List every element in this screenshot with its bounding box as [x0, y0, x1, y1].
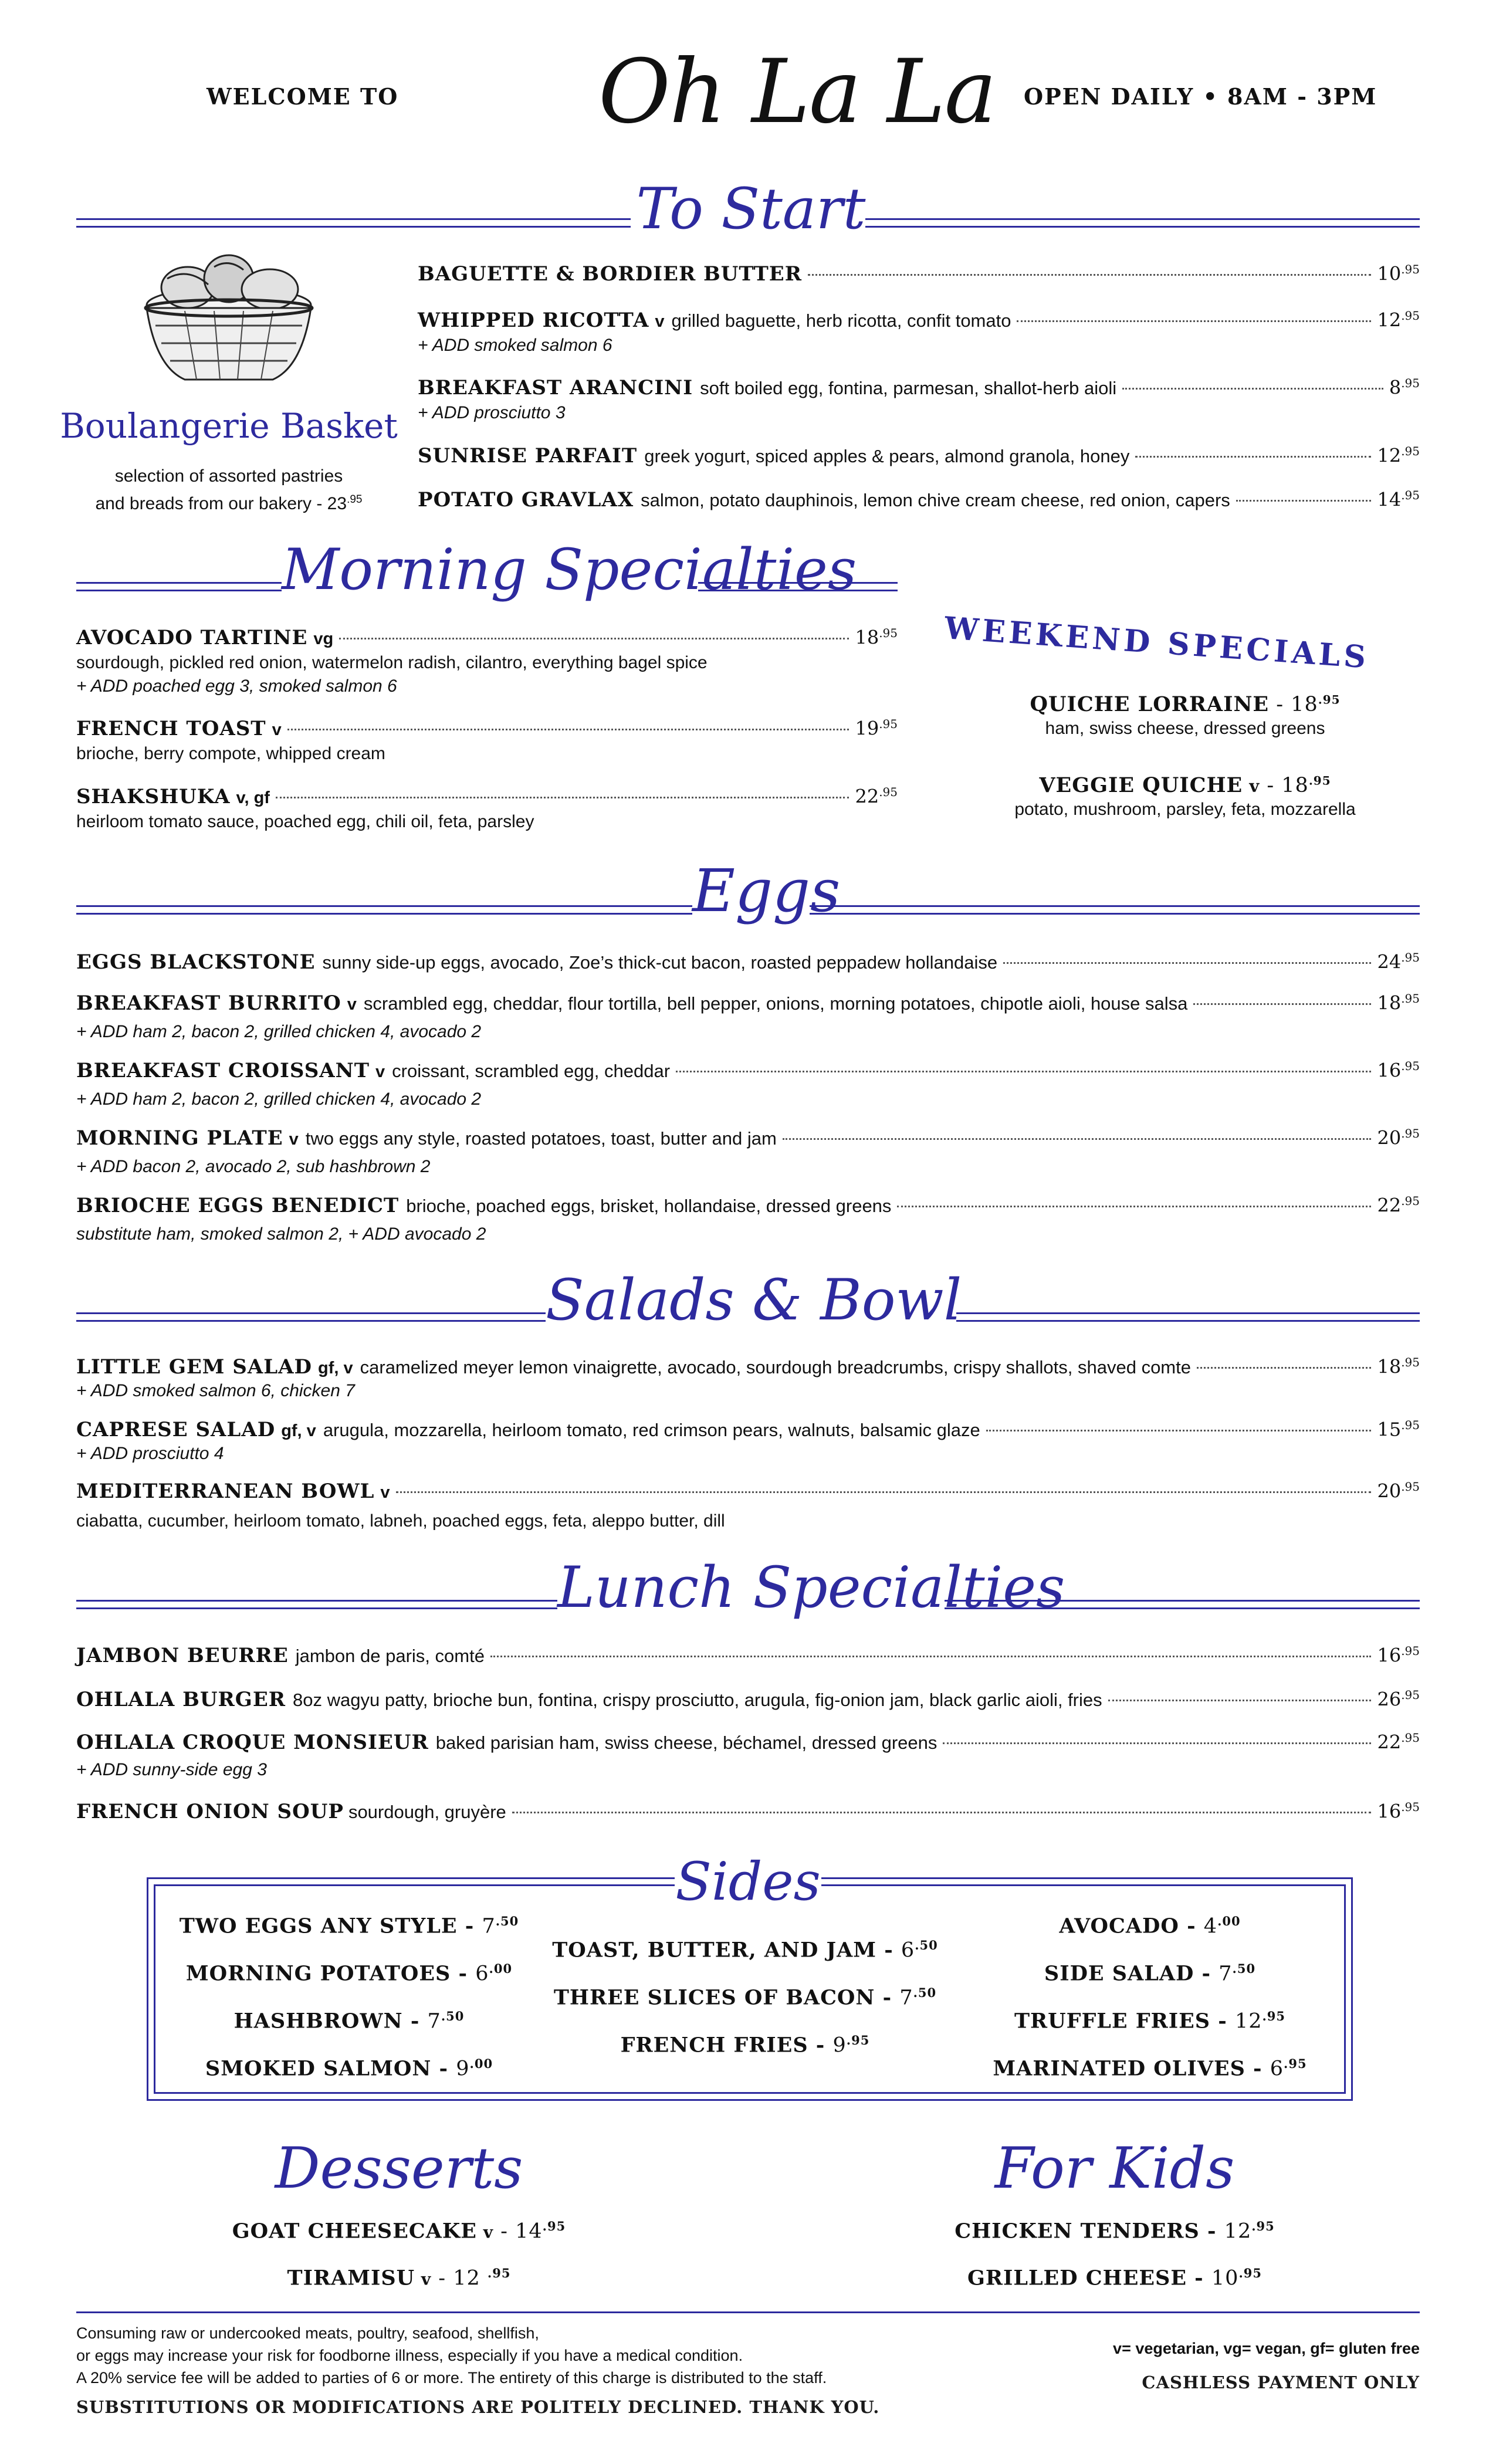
item-desc: croissant, scrambled egg, cheddar	[392, 1061, 671, 1081]
item-price: $16^{.95}$	[1377, 1059, 1420, 1082]
leader-dots	[986, 1430, 1372, 1431]
footer-rule	[76, 2311, 1420, 2313]
welcome-label: WELCOME TO	[207, 83, 399, 110]
menu-item	[76, 1418, 1420, 1441]
item-addon: + ADD prosciutto 3	[418, 403, 566, 422]
item-desc: heirloom tomato sauce, poached egg, chili oil, feta, parsley	[76, 812, 534, 831]
leader-dots	[1135, 456, 1371, 458]
side-item: THREE SLICES OF BACON - $7^{.50}$	[553, 1985, 937, 2010]
diet-tag: vg	[313, 629, 334, 648]
item-desc: salmon, potato dauphinois, lemon chive cream cheese, red onion, capers	[641, 490, 1230, 510]
hours-label: OPEN DAILY • 8AM - 3PM	[1024, 83, 1377, 110]
diet-tag: gf, v	[318, 1359, 353, 1377]
dessert-item: GOAT CHEESECAKE v - $14^{.95}$	[232, 2219, 566, 2243]
item-addon: + ADD ham 2, bacon 2, grilled chicken 4, avocado 2	[76, 1022, 482, 1041]
item-price: $8^{.95}$	[1389, 376, 1420, 399]
footer-notice-1: Consuming raw or undercooked meats, poultry, seafood, shellfish,	[76, 2324, 539, 2342]
leader-dots	[1193, 1003, 1371, 1005]
side-item: MORNING POTATOES - $6^{.00}$	[185, 1961, 513, 1986]
item-name: CAPRESE SALAD	[76, 1418, 276, 1441]
item-price: $20^{.95}$	[1377, 1126, 1420, 1149]
leader-dots	[676, 1071, 1371, 1072]
weekend-item: VEGGIE QUICHE v - $18^{.95}$ potato, mushroom, parsley, feta, mozzarella	[1014, 773, 1356, 819]
leader-dots	[490, 1656, 1372, 1657]
item-addon: + ADD smoked salmon 6, chicken 7	[76, 1381, 355, 1400]
item-name: BAGUETTE & BORDIER BUTTER	[418, 262, 802, 286]
diet-tag: v	[380, 1483, 390, 1502]
diet-tag: v	[655, 312, 665, 331]
item-price: $20^{.95}$	[1377, 1480, 1420, 1502]
menu-item	[76, 1731, 1420, 1754]
leader-dots	[808, 274, 1371, 276]
item-price: $15^{.95}$	[1377, 1418, 1420, 1441]
menu-item	[76, 1480, 1420, 1503]
leader-dots	[1017, 320, 1371, 322]
item-price: $22^{.95}$	[1377, 1194, 1420, 1217]
item-desc: caramelized meyer lemon vinaigrette, avocado, sourdough breadcrumbs, crispy shallots, shaved comte	[360, 1357, 1191, 1377]
side-item: AVOCADO - $4^{.00}$	[1059, 1914, 1241, 1938]
item-desc: arugula, mozzarella, heirloom tomato, red crimson pears, walnuts, balsamic glaze	[323, 1420, 980, 1440]
divider-rule	[945, 1600, 1420, 1609]
item-name: SHAKSHUKA	[76, 785, 231, 808]
item-desc: brioche, poached eggs, brisket, hollandaise, dressed greens	[406, 1196, 892, 1216]
leader-dots	[1003, 962, 1371, 964]
bread-basket-icon	[132, 243, 326, 396]
menu-item	[76, 785, 898, 808]
leader-dots	[897, 1206, 1371, 1207]
item-name: SUNRISE PARFAIT	[418, 444, 638, 468]
menu-item	[76, 1688, 1420, 1711]
item-price: $26^{.95}$	[1377, 1688, 1420, 1711]
menu-item	[418, 262, 1420, 286]
item-price: $12^{.95}$	[1377, 444, 1420, 467]
section-title-eggs: Eggs	[692, 857, 841, 925]
item-price: $18^{.95}$	[1377, 1355, 1420, 1378]
leader-dots	[396, 1491, 1372, 1493]
side-item: MARINATED OLIVES - $6^{.95}$	[993, 2056, 1307, 2081]
item-name: WHIPPED RICOTTA	[418, 309, 649, 332]
diet-tag: v	[375, 1062, 385, 1081]
menu-item	[418, 444, 1420, 468]
item-addon: + ADD smoked salmon 6	[418, 336, 612, 355]
menu-item	[418, 488, 1420, 512]
footer-notice-3: A 20% service fee will be added to parties of 6 or more. The entirety of this charge is distributed to the staff.	[76, 2369, 827, 2387]
item-desc: greek yogurt, spiced apples & pears, almond granola, honey	[644, 446, 1130, 466]
leader-dots	[1236, 500, 1372, 502]
leader-dots	[783, 1138, 1372, 1140]
item-desc: baked parisian ham, swiss cheese, béchamel, dressed greens	[435, 1732, 937, 1753]
section-title-morning: Morning Specialties	[282, 537, 857, 603]
item-name: MEDITERRANEAN BOWL	[76, 1480, 375, 1503]
item-name: FRENCH ONION SOUP	[76, 1800, 344, 1823]
item-addon: + ADD prosciutto 4	[76, 1444, 224, 1463]
diet-tag: v	[289, 1130, 299, 1149]
divider-rule	[76, 1600, 557, 1609]
item-desc: 8oz wagyu patty, brioche bun, fontina, crispy prosciutto, arugula, fig-onion jam, black garlic aioli, fries	[293, 1690, 1102, 1710]
item-name: POTATO GRAVLAX	[418, 488, 634, 512]
side-item: FRENCH FRIES - $9^{.95}$	[620, 2033, 870, 2057]
item-desc: sourdough, pickled red onion, watermelon radish, cilantro, everything bagel spice	[76, 653, 708, 672]
divider-rule	[76, 905, 692, 915]
item-addon: + ADD ham 2, bacon 2, grilled chicken 4, avocado 2	[76, 1089, 482, 1109]
side-item: TRUFFLE FRIES - $12^{.95}$	[1014, 2009, 1286, 2033]
item-price: $22^{.95}$	[1377, 1731, 1420, 1754]
item-addon: + ADD poached egg 3, smoked salmon 6	[76, 676, 397, 696]
divider-rule	[76, 1312, 546, 1322]
divider-rule	[956, 1312, 1420, 1322]
item-addon: + ADD bacon 2, avocado 2, sub hashbrown 2	[76, 1157, 431, 1176]
menu-item	[76, 1355, 1420, 1379]
footer-notice-2: or eggs may increase your risk for foodborne illness, especially if you have a medical condition.	[76, 2347, 743, 2364]
item-name: OHLALA CROQUE MONSIEUR	[76, 1731, 429, 1754]
item-desc: scrambled egg, cheddar, flour tortilla, bell pepper, onions, morning potatoes, chipotle aioli, house salsa	[363, 993, 1188, 1014]
boulangerie-desc-2: and breads from our bakery - $23^{.95}$	[95, 493, 363, 513]
item-addon: substitute ham, smoked salmon 2, + ADD avocado 2	[76, 1224, 486, 1244]
menu-item	[76, 1644, 1420, 1667]
diet-tag: v, gf	[236, 788, 270, 807]
menu-item	[418, 376, 1420, 400]
item-desc: sourdough, gruyère	[348, 1802, 506, 1822]
item-addon: + ADD sunny-side egg 3	[76, 1760, 267, 1779]
side-item: TWO EGGS ANY STYLE - $7^{.50}$	[179, 1914, 519, 1938]
diet-tag: v	[272, 720, 282, 739]
item-price: $19^{.95}$	[855, 717, 898, 740]
item-desc: ciabatta, cucumber, heirloom tomato, labneh, poached eggs, feta, aleppo butter, dill	[76, 1511, 725, 1531]
diet-legend: v= vegetarian, vg= vegan, gf= gluten free	[1113, 2340, 1420, 2357]
item-price: $16^{.95}$	[1377, 1644, 1420, 1667]
item-name: OHLALA BURGER	[76, 1688, 286, 1711]
divider-rule	[698, 582, 898, 591]
menu-item	[76, 1059, 1420, 1082]
section-title-desserts: Desserts	[275, 2135, 523, 2201]
item-desc: two eggs any style, roasted potatoes, toast, butter and jam	[305, 1128, 777, 1149]
leader-dots	[287, 729, 849, 730]
kids-item: CHICKEN TENDERS - $12^{.95}$	[955, 2219, 1275, 2243]
logo: Oh La La	[598, 41, 996, 143]
menu-item	[76, 626, 898, 649]
leader-dots	[276, 797, 849, 798]
menu-item	[76, 1800, 1420, 1823]
item-name: EGGS BLACKSTONE	[76, 950, 316, 974]
item-price: $24^{.95}$	[1377, 950, 1420, 973]
item-price: $18^{.95}$	[1377, 991, 1420, 1014]
item-desc: brioche, berry compote, whipped cream	[76, 744, 385, 763]
boulangerie-desc-1: selection of assorted pastries	[114, 466, 343, 486]
menu-item	[76, 950, 1420, 974]
leader-dots	[1122, 388, 1383, 390]
section-title-salads: Salads & Bowl	[546, 1267, 962, 1333]
leader-dots	[1108, 1700, 1372, 1701]
item-name: BREAKFAST ARANCINI	[418, 376, 693, 400]
item-name: BRIOCHE EGGS BENEDICT	[76, 1194, 400, 1217]
divider-rule	[76, 582, 282, 591]
leader-dots	[339, 638, 849, 639]
dessert-item: TIRAMISU v - 12 $^{.95}$	[287, 2266, 511, 2290]
item-desc: jambon de paris, comté	[295, 1646, 485, 1666]
leader-dots	[1197, 1367, 1371, 1369]
item-price: $22^{.95}$	[855, 785, 898, 808]
item-price: $14^{.95}$	[1377, 488, 1420, 511]
menu-item	[76, 1126, 1420, 1150]
menu-item	[418, 309, 1420, 332]
kids-item: GRILLED CHEESE - $10^{.95}$	[967, 2266, 1262, 2290]
side-item: HASHBROWN - $7^{.50}$	[233, 2009, 465, 2033]
item-price: $12^{.95}$	[1377, 309, 1420, 331]
side-item: SMOKED SALMON - $9^{.00}$	[205, 2056, 493, 2081]
item-name: JAMBON BEURRE	[76, 1644, 289, 1667]
boulangerie-title: Boulangerie Basket	[60, 406, 398, 446]
section-title-sides: Sides	[675, 1851, 821, 1913]
item-name: BREAKFAST CROISSANT	[76, 1059, 370, 1082]
leader-dots	[512, 1812, 1372, 1813]
diet-tag: gf, v	[281, 1421, 316, 1440]
section-title-lunch: Lunch Specialties	[557, 1555, 1065, 1620]
footer-substitutions: SUBSTITUTIONS OR MODIFICATIONS ARE POLITELY DECLINED. THANK YOU.	[76, 2397, 880, 2417]
item-name: AVOCADO TARTINE	[76, 626, 308, 649]
leader-dots	[943, 1742, 1371, 1744]
item-price: $16^{.95}$	[1377, 1800, 1420, 1823]
menu-item	[76, 991, 1420, 1015]
item-name: BREAKFAST BURRITO	[76, 991, 341, 1015]
divider-rule	[76, 218, 631, 228]
section-title-kids: For Kids	[994, 2135, 1235, 2201]
item-name: LITTLE GEM SALAD	[76, 1355, 312, 1379]
diet-tag: v	[347, 995, 357, 1014]
section-title-to-start: To Start	[636, 176, 866, 242]
divider-rule	[810, 905, 1420, 915]
weekend-item: QUICHE LORRAINE - $18^{.95}$ ham, swiss cheese, dressed greens	[1030, 692, 1341, 738]
menu-item	[76, 1194, 1420, 1217]
divider-rule	[865, 218, 1420, 228]
item-name: FRENCH TOAST	[76, 717, 266, 740]
item-desc: grilled baguette, herb ricotta, confit tomato	[671, 310, 1011, 331]
item-name: MORNING PLATE	[76, 1126, 283, 1150]
side-item: SIDE SALAD - $7^{.50}$	[1044, 1961, 1256, 1986]
item-desc: soft boiled egg, fontina, parmesan, shallot-herb aioli	[700, 378, 1117, 398]
cashless-notice: CASHLESS PAYMENT ONLY	[1142, 2372, 1420, 2392]
item-price: $10^{.95}$	[1377, 262, 1420, 285]
item-price: $18^{.95}$	[855, 626, 898, 649]
item-desc: sunny side-up eggs, avocado, Zoe’s thick-cut bacon, roasted peppadew hollandaise	[322, 952, 998, 973]
menu-item	[76, 717, 898, 740]
side-item: TOAST, BUTTER, AND JAM - $6^{.50}$	[552, 1938, 938, 1962]
weekend-title: WEEKEND SPECIALS	[943, 610, 1371, 676]
